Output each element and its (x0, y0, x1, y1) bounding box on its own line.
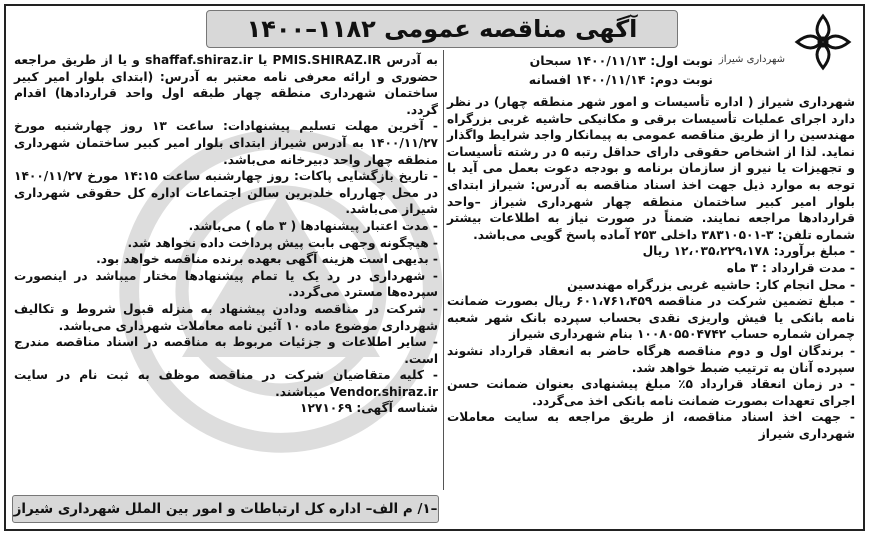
logo-caption: شهرداری شیراز (718, 54, 785, 65)
estimate-item: - مبلغ برآورد: ۱۲،۰۳۵،۲۲۹،۱۷۸ ریال (642, 244, 855, 259)
deadline-item: - آخرین مهلت تسلیم پیشنهادات: ساعت ۱۳ روز چهارشنبه مورخ ۱۴۰۰/۱۱/۲۷ به آدرس شیراز ابتدای بلوار امیر کبیر ساختمان شهرداری منطقه چهار واحد دبیرخانه می‌باشد. (14, 119, 438, 167)
footer-banner (12, 495, 439, 523)
details-item: - سایر اطلاعات و جزئیات مربوط به مناقصه در اسناد مناقصه مندرج است. (14, 335, 438, 366)
duration-item: - مدت قرارداد : ۳ ماه (726, 260, 855, 275)
notice-id: شناسه آگهی: ۱۲۷۱۰۶۹ (300, 401, 438, 416)
validity-item: - مدت اعتبار پیشنهادها ( ۳ ماه ) می‌باشد. (188, 218, 438, 233)
first-publication-date: نوبت اول: ۱۴۰۰/۱۱/۱۳ سبحان (529, 53, 713, 68)
acceptance-item: - شرکت در مناقصه ودادن پیشنهاد به منزله قبول شروط و تکالیف شهرداری موضوع ماده ۱۰ آئین نامه معاملات شهرداری می‌باشد. (14, 301, 438, 333)
opening-item: - تاریخ بازگشایی پاکات: روز چهارشنبه ساعت ۱۴:۱۵ مورخ ۱۴۰۰/۱۱/۲۷ در محل چهارراه خلدبرین سالن اجتماعات اداره کل حقوقی شهرداری شیراز می‌باشد. (14, 169, 438, 217)
registration-item: - کلیه متقاضیان شرکت در مناقصه موظف به ثبت نام در سایت Vendor.shiraz.ir میباشند. (14, 368, 438, 399)
tender-notice (4, 4, 865, 531)
performance-bond-item: - در زمان انعقاد قرارداد ۵٪ مبلغ پیشنهادی بعنوان ضمانت حسن اجرای تعهدات بصورت ضمانت نامه بانکی اخذ می‌گردد. (447, 377, 855, 408)
footer-text: –۱/ م الف– اداره کل ارتباطات و امور بین الملل شهرداری شیراز (13, 501, 438, 517)
left-column (14, 52, 438, 417)
address-paragraph: به آدرس PMIS.SHIRAZ.IR یا shaffaf.shiraz.ir و یا از طریق مراجعه حضوری و ارائه معرفی نامه معتبر به آدرس: (ابتدای بلوار امیر کبیر ساختمان شهرداری منطقه چهار طبقه اول واحد قراردادها) اقدام گردد. (14, 53, 438, 117)
guarantee-item: - مبلغ تضمین شرکت در مناقصه ۶۰۱،۷۶۱،۴۵۹ ریال بصورت ضمانت نامه بانکی یا فیش واریزی نقدی بحساب سپرده بانک شهر شعبه چمران شماره حساب ۱۰۰۸۰۵۵۰۴۷۴۲ بنام شهرداری شیراز (447, 294, 855, 342)
ad-cost-item: - بدیهی است هزینه آگهی بعهده برنده مناقصه خواهد بود. (96, 252, 438, 267)
documents-item: - جهت اخذ اسناد مناقصه، از طریق مراجعه به سایت معاملات شهرداری شیراز (447, 410, 855, 441)
column-divider (443, 50, 444, 490)
location-item: - محل انجام کار: حاشیه غربی بزرگراه مهندسین (567, 277, 855, 292)
municipality-logo-icon (791, 10, 855, 74)
notice-title-banner (206, 10, 678, 48)
intro-paragraph: شهرداری شیراز ( اداره تأسیسات و امور شهر منطقه چهار) در نظر دارد اجرای عملیات تأسیسات برقی و مکانیکی حاشیه غربی بزرگراه مهندسین را از طریق مناقصه عمومی به پیمانکار واجد شرایط واگذار نماید. لذا از اشخاص حقوقی دارای حداقل رتبه ۵ در رشته تأسیسات و تجهیزات یا نیرو از سازمان برنامه و بودجه دعوت بعمل می آید با توجه به موارد ذیل جهت اخذ اسناد مناقصه به آدرس: شیراز ابتدای بلوار امیر کبیر ساختمان منطقه چهار شهرداری شیراز –واحد قراردادها مراجعه نمایند. ضمناً در صورت نیاز به اطلاعات بیشتر شماره تلفن: ۳-۳۸۳۱۰۵۰۱ داخلی ۲۵۳ آماده پاسخ گویی می‌باشد. (447, 95, 855, 242)
second-publication-date: نوبت دوم: ۱۴۰۰/۱۱/۱۴ افسانه (528, 72, 713, 87)
notice-title: آگهی مناقصه عمومی ۱۱۸۲–۱۴۰۰ (246, 15, 638, 43)
winners-item: - برندگان اول و دوم مناقصه هرگاه حاضر به انعقاد قرارداد نشوند سپرده آنان به ترتیب ضبط خواهد شد. (447, 343, 855, 375)
right-column (447, 94, 855, 442)
prepayment-item: - هیچگونه وجهی بابت پیش پرداخت داده نخواهد شد. (127, 235, 438, 250)
rejection-item: - شهرداری در رد یک یا تمام پیشنهادها مختار میباشد در اینصورت سپرده‌ها مسترد می‌گردد. (14, 268, 438, 300)
publication-dates (529, 51, 713, 89)
